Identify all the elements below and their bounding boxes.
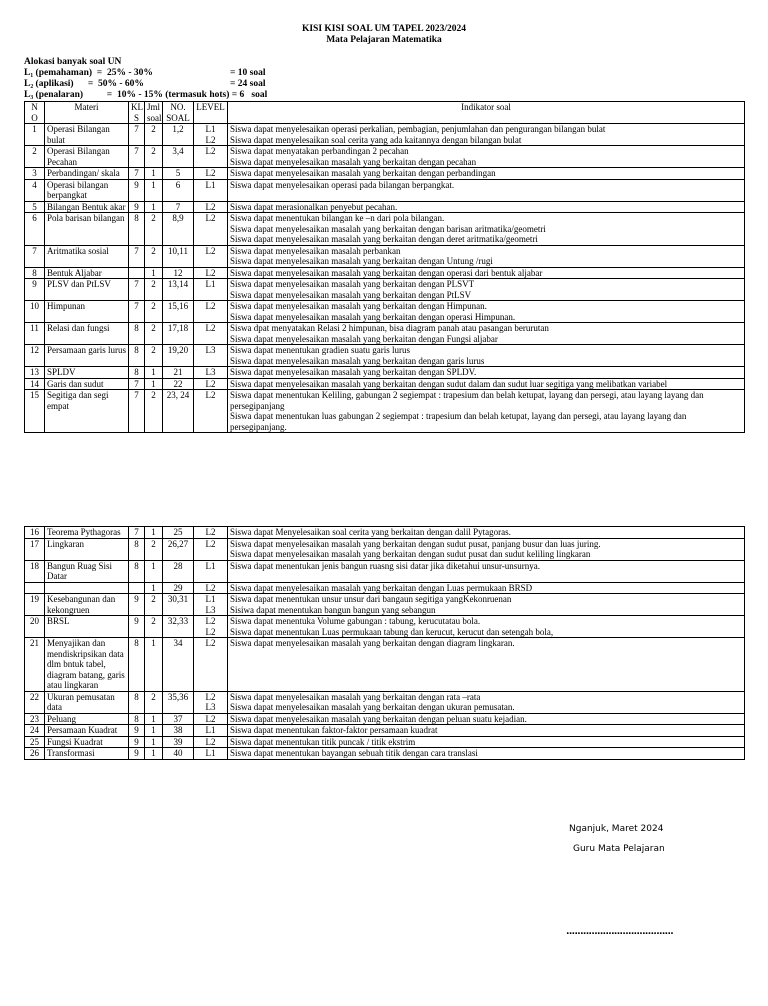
cell-no: 12: [25, 345, 45, 367]
cell-jml: 1: [145, 367, 163, 379]
cell-jml: 1: [145, 168, 163, 180]
cell-no: 17: [25, 538, 45, 560]
cell-jml: 2: [145, 594, 163, 616]
document-title: KISI KISI SOAL UM TAPEL 2023/2024: [301, 24, 467, 34]
allocation-line-3: [24, 90, 267, 101]
cell-indikator: Siswa dapat menyelesaikan masalah yang berkaitan dengan PLSVT Siswa dapat menyelesaikan masalah yang berkaitan dengan PtLSV: [228, 279, 745, 301]
cell-jml: 2: [145, 213, 163, 246]
cell-jml: 1: [145, 736, 163, 748]
cell-kls: 9: [129, 748, 145, 760]
cell-no: 10: [25, 301, 45, 323]
cell-materi: Transformasi: [45, 748, 129, 760]
cell-kls: 7: [129, 279, 145, 301]
cell-indikator: Siswa dapat menyelesaikan masalah yang berkaitan dengan sudut pusat, panjang busur dan luas juring. Siswa dapat menyelesaikan masalah yang berkaitan dengan sudut pusat dan sudut keliling lingkaran: [228, 538, 745, 560]
cell-no: 2: [25, 146, 45, 168]
cell-materi: Persamaan Kuadrat: [45, 725, 129, 737]
table-row: [25, 725, 745, 737]
header-no: N O: [25, 102, 45, 124]
cell-no-soal: 22: [163, 378, 194, 390]
cell-jml: 2: [145, 279, 163, 301]
cell-indikator: Siswa dapat menyelesaikan operasi perkalian, pembagian, penjumlahan dan pengurangan bilangan bulat Siswa dapat menyelesaikan soal cerita yang ada kaitannya dengan bilangan bulat: [228, 124, 745, 146]
cell-no: 11: [25, 323, 45, 345]
cell-kls: 7: [129, 245, 145, 267]
cell-materi: Peluang: [45, 713, 129, 725]
cell-no-soal: 32,33: [163, 616, 194, 638]
cell-level: L1 L3: [194, 594, 228, 616]
cell-kls: 7: [129, 301, 145, 323]
cell-no: 9: [25, 279, 45, 301]
cell-indikator: Siswa dapat menyelesaikan masalah yang berkaitan dengan peluan suatu kejadian.: [228, 713, 745, 725]
cell-level: L1: [194, 179, 228, 201]
cell-level: L2: [194, 267, 228, 279]
table-row: [25, 201, 745, 213]
header-jml: Jml soal: [145, 102, 163, 124]
allocation-label: L₁ (pemahaman) = 25% - 30%: [24, 68, 153, 78]
cell-kls: 9: [129, 201, 145, 213]
table-row: [25, 168, 745, 180]
allocation-heading: Alokasi banyak soal UN: [24, 57, 122, 67]
table-row: [25, 345, 745, 367]
cell-jml: 2: [145, 345, 163, 367]
cell-indikator: Siswa dapat menentuka Volume gabungan : tabung, kerucutatau bola. Siswa dapat menentukan Luas permukaan tabung dan kerucut, kerucut dan setengah bola,: [228, 616, 745, 638]
cell-no-soal: 8,9: [163, 213, 194, 246]
cell-no: 23: [25, 713, 45, 725]
cell-level: L2: [194, 527, 228, 539]
cell-materi: Bangun Ruag Sisi Datar: [45, 560, 129, 582]
cell-no-soal: 34: [163, 638, 194, 692]
cell-jml: 2: [145, 691, 163, 713]
cell-no-soal: 37: [163, 713, 194, 725]
cell-indikator: Siswa dapat menentukan gradien suatu garis lurus Siswa dapat menyelesaikan masalah yang berkaitan dengan garis lurus: [228, 345, 745, 367]
cell-materi: Kesebangunan dan kekongruen: [45, 594, 129, 616]
cell-jml: 1: [145, 582, 163, 594]
table-row: [25, 638, 745, 692]
signature-role: Guru Mata Pelajaran: [573, 844, 665, 854]
cell-kls: 9: [129, 725, 145, 737]
cell-kls: 7: [129, 378, 145, 390]
cell-materi: Pola barisan bilangan: [45, 213, 129, 246]
cell-no: [25, 582, 45, 594]
cell-kls: 9: [129, 179, 145, 201]
cell-no-soal: 5: [163, 168, 194, 180]
table-row: [25, 245, 745, 267]
cell-indikator: Siswa dapat menentukan Keliling, gabungan 2 segiempat : trapesium dan belah ketupat, layang dan persegi, atau layang layang dan persegipanjang Siswa dapat menentukan luas gabungan 2 segiempat : trapesium dan belah ketupat, layang dan persegi, atau layang layang dan persegipanjang.: [228, 390, 745, 433]
cell-indikator: Siswa dapat Menyelesaikan soal cerita yang berkaitan dengan dalil Pytagoras.: [228, 527, 745, 539]
cell-level: L1: [194, 748, 228, 760]
allocation-label: L₂ (aplikasi) = 50% - 60%: [24, 79, 144, 89]
cell-no: 6: [25, 213, 45, 246]
cell-jml: 1: [145, 527, 163, 539]
cell-level: L2: [194, 390, 228, 433]
cell-kls: 7: [129, 168, 145, 180]
cell-jml: 1: [145, 201, 163, 213]
allocation-count: = 10 soal: [230, 68, 266, 78]
cell-no-soal: 35,36: [163, 691, 194, 713]
cell-indikator: Siswa dapat menentukan bayangan sebuah titik dengan cara translasi: [228, 748, 745, 760]
cell-no: 4: [25, 179, 45, 201]
table-row: [25, 713, 745, 725]
cell-no-soal: 30,31: [163, 594, 194, 616]
cell-indikator: Siswa dapat menyelesaikan masalah yang berkaitan dengan diagram lingkaran.: [228, 638, 745, 692]
cell-indikator: Siswa dapat menyelesaikan masalah yang berkaitan dengan rata –rata Siswa dapat menyelesaikan masalah yang berkaitan dengan ukuran pemusatan.: [228, 691, 745, 713]
allocation-line-2: [24, 79, 266, 90]
cell-materi: SPLDV: [45, 367, 129, 379]
allocation-label: L₃ (penalaran) = 10% - 15% (termasuk hots) = 6 soal: [24, 90, 268, 100]
cell-level: L2: [194, 168, 228, 180]
table-row: [25, 213, 745, 246]
cell-kls: 7: [129, 390, 145, 433]
cell-kls: 8: [129, 213, 145, 246]
cell-no-soal: 23, 24: [163, 390, 194, 433]
cell-indikator: Siswa dapat menyelesaikan masalah yang berkaitan dengan Luas permukaan BRSD: [228, 582, 745, 594]
cell-kls: 9: [129, 616, 145, 638]
cell-materi: Aritmatika sosial: [45, 245, 129, 267]
cell-kls: 8: [129, 691, 145, 713]
cell-no: 15: [25, 390, 45, 433]
cell-no-soal: 6: [163, 179, 194, 201]
cell-jml: 1: [145, 378, 163, 390]
cell-no-soal: 40: [163, 748, 194, 760]
cell-jml: 1: [145, 179, 163, 201]
cell-level: L2: [194, 146, 228, 168]
cell-kls: 7: [129, 527, 145, 539]
cell-materi: Fungsi Kuadrat: [45, 736, 129, 748]
cell-level: L2: [194, 213, 228, 246]
cell-no: 19: [25, 594, 45, 616]
cell-no: 26: [25, 748, 45, 760]
cell-no: 1: [25, 124, 45, 146]
cell-no: 8: [25, 267, 45, 279]
table-row: [25, 367, 745, 379]
cell-no: 18: [25, 560, 45, 582]
cell-no: 16: [25, 527, 45, 539]
cell-jml: 2: [145, 245, 163, 267]
document-subtitle: Mata Pelajaran Matematika: [326, 35, 442, 45]
cell-level: L2: [194, 245, 228, 267]
table-row: [25, 527, 745, 539]
signature-place-date: Nganjuk, Maret 2024: [569, 824, 664, 834]
cell-indikator: Siswa dapat menentukan unsur unsur dari bangaun segitiga yangKekonruenan Sisiwa dapat menentukan bangun bangun yang sebangun: [228, 594, 745, 616]
table-row: [25, 267, 745, 279]
table-row: [25, 323, 745, 345]
cell-no-soal: 38: [163, 725, 194, 737]
table-row: [25, 179, 745, 201]
cell-no-soal: 39: [163, 736, 194, 748]
cell-materi: [45, 582, 129, 594]
table-row: [25, 616, 745, 638]
cell-level: L2: [194, 538, 228, 560]
signature-name-line: ......................................: [566, 927, 674, 937]
cell-materi: Persamaan garis lurus: [45, 345, 129, 367]
cell-no: 20: [25, 616, 45, 638]
cell-level: L1: [194, 725, 228, 737]
cell-indikator: Siswa dapat menyelesaikan masalah yang berkaitan dengan Himpunan. Siswa dapat menyelesaikan masalah yang berkaitan dengan operasi Himpunan.: [228, 301, 745, 323]
cell-level: L2: [194, 323, 228, 345]
cell-kls: 8: [129, 367, 145, 379]
kisi-table-part-1: [24, 101, 745, 433]
cell-jml: 2: [145, 616, 163, 638]
cell-kls: 8: [129, 638, 145, 692]
cell-no-soal: 10,11: [163, 245, 194, 267]
cell-jml: 1: [145, 713, 163, 725]
cell-kls: 8: [129, 323, 145, 345]
table-row: [25, 378, 745, 390]
table-row: [25, 748, 745, 760]
cell-indikator: Siswa dapat menyelesaikan masalah perbankan Siswa dapat menyelesaikan masalah yang berkaitan dengan Untung /rugi: [228, 245, 745, 267]
cell-indikator: Siswa dapat merasionalkan penyebut pecahan.: [228, 201, 745, 213]
cell-kls: [129, 582, 145, 594]
cell-level: L2: [194, 582, 228, 594]
cell-materi: Relasi dan fungsi: [45, 323, 129, 345]
cell-materi: Operasi Bilangan bulat: [45, 124, 129, 146]
table-row: [25, 560, 745, 582]
cell-level: L2 L2: [194, 616, 228, 638]
cell-materi: Operasi Bilangan Pecahan: [45, 146, 129, 168]
cell-no: 3: [25, 168, 45, 180]
header-level: LEVEL: [194, 102, 228, 124]
cell-no: 7: [25, 245, 45, 267]
header-indikator: Indikator soal: [228, 102, 745, 124]
cell-no-soal: 15,16: [163, 301, 194, 323]
cell-materi: Ukuran pemusatan data: [45, 691, 129, 713]
cell-no: 14: [25, 378, 45, 390]
cell-level: L2: [194, 713, 228, 725]
cell-indikator: Siswa dapat menyelesaikan masalah yang berkaitan dengan sudut dalam dan sudut luar segitiga yang melibatkan variabel: [228, 378, 745, 390]
cell-jml: 2: [145, 390, 163, 433]
cell-kls: 8: [129, 345, 145, 367]
cell-materi: Himpunan: [45, 301, 129, 323]
cell-no-soal: 13,14: [163, 279, 194, 301]
table-row: [25, 538, 745, 560]
cell-level: L3: [194, 367, 228, 379]
header-no-soal: NO. SOAL: [163, 102, 194, 124]
cell-materi: Teorema Pythagoras: [45, 527, 129, 539]
table-row: [25, 279, 745, 301]
cell-no-soal: 19,20: [163, 345, 194, 367]
cell-kls: 7: [129, 146, 145, 168]
cell-no: 13: [25, 367, 45, 379]
cell-no-soal: 7: [163, 201, 194, 213]
cell-indikator: Siswa dapat menyelesaikan masalah yang berkaitan dengan SPLDV.: [228, 367, 745, 379]
cell-no: 22: [25, 691, 45, 713]
cell-materi: Bilangan Bentuk akar: [45, 201, 129, 213]
cell-level: L2: [194, 378, 228, 390]
table-row: [25, 301, 745, 323]
cell-materi: Lingkaran: [45, 538, 129, 560]
cell-jml: 2: [145, 124, 163, 146]
cell-materi: Garis dan sudut: [45, 378, 129, 390]
cell-indikator: Siswa dapat menyatakan perbandingan 2 pecahan Siswa dapat menyelesaikan masalah yang berkaitan dengan pecahan: [228, 146, 745, 168]
header-kls: KL S: [129, 102, 145, 124]
cell-no-soal: 28: [163, 560, 194, 582]
allocation-line-1: [24, 68, 266, 79]
cell-materi: Menyajikan dan mendiskripsikan data dlm bntuk tabel, diagram batang, garis atau lingkaran: [45, 638, 129, 692]
cell-no-soal: 26,27: [163, 538, 194, 560]
table-row: [25, 390, 745, 433]
cell-no-soal: 1,2: [163, 124, 194, 146]
cell-indikator: Siswa dapat menentukan titik puncak / titik ekstrim: [228, 736, 745, 748]
cell-kls: 8: [129, 713, 145, 725]
cell-kls: 7: [129, 124, 145, 146]
cell-level: L2: [194, 301, 228, 323]
cell-no: 25: [25, 736, 45, 748]
cell-materi: Bentuk Aljabar: [45, 267, 129, 279]
cell-jml: 2: [145, 301, 163, 323]
cell-jml: 2: [145, 323, 163, 345]
cell-no: 21: [25, 638, 45, 692]
cell-level: L1 L2: [194, 124, 228, 146]
cell-kls: 8: [129, 538, 145, 560]
cell-kls: [129, 267, 145, 279]
table-row: [25, 146, 745, 168]
cell-materi: Operasi bilangan berpangkat: [45, 179, 129, 201]
kisi-table-part-2: [24, 526, 745, 760]
cell-level: L2: [194, 201, 228, 213]
cell-materi: Perbandingan/ skala: [45, 168, 129, 180]
cell-jml: 1: [145, 748, 163, 760]
cell-no: 24: [25, 725, 45, 737]
cell-no-soal: 25: [163, 527, 194, 539]
table-header-row: [25, 102, 745, 124]
cell-no-soal: 17,18: [163, 323, 194, 345]
table-row: [25, 124, 745, 146]
cell-indikator: Siswa dapat menyelesaikan operasi pada bilangan berpangkat.: [228, 179, 745, 201]
cell-indikator: Siswa dapat menyelesaikan masalah yang berkaitan dengan perbandingan: [228, 168, 745, 180]
allocation-count: = 24 soal: [230, 79, 266, 89]
cell-jml: 1: [145, 560, 163, 582]
table-row: [25, 691, 745, 713]
cell-level: L2 L3: [194, 691, 228, 713]
cell-no-soal: 29: [163, 582, 194, 594]
cell-materi: PLSV dan PtLSV: [45, 279, 129, 301]
cell-indikator: Siswa dpat menyatakan Relasi 2 himpunan, bisa diagram panah atau pasangan berurutan Siswa dapat menyelesaikan masalah yang berkaitan dengan Fungsi aljabar: [228, 323, 745, 345]
cell-level: L2: [194, 638, 228, 692]
cell-indikator: Siswa dapat menentukan bilangan ke –n dari pola bilangan. Siswa dapat menyelesaikan masalah yang berkaitan dengan barisan aritmatika/geometri Siswa dapat menyelesaikan masalah yang berkaitan dengan deret aritmatika/geometri: [228, 213, 745, 246]
cell-kls: 9: [129, 736, 145, 748]
cell-no: 5: [25, 201, 45, 213]
cell-jml: 1: [145, 638, 163, 692]
cell-jml: 2: [145, 538, 163, 560]
cell-materi: Segitiga dan segi empat: [45, 390, 129, 433]
cell-jml: 2: [145, 146, 163, 168]
cell-jml: 1: [145, 725, 163, 737]
cell-no-soal: 12: [163, 267, 194, 279]
cell-materi: BRSL: [45, 616, 129, 638]
table-row: [25, 594, 745, 616]
cell-level: L1: [194, 279, 228, 301]
cell-no-soal: 21: [163, 367, 194, 379]
cell-kls: 9: [129, 594, 145, 616]
cell-no-soal: 3,4: [163, 146, 194, 168]
cell-level: L3: [194, 345, 228, 367]
cell-level: L1: [194, 560, 228, 582]
cell-kls: 8: [129, 560, 145, 582]
cell-jml: 1: [145, 267, 163, 279]
header-materi: Materi: [45, 102, 129, 124]
cell-indikator: Siswa dapat menentukan faktor-faktor persamaan kuadrat: [228, 725, 745, 737]
table-row: [25, 582, 745, 594]
cell-indikator: Siswa dapat menentukan jenis bangun ruasng sisi datar jika diketahui unsur-unsurnya.: [228, 560, 745, 582]
table-row: [25, 736, 745, 748]
cell-level: L2: [194, 736, 228, 748]
cell-indikator: Siswa dapat menyelesaikan masalah yang berkaitan dengan operasi dari bentuk aljabar: [228, 267, 745, 279]
